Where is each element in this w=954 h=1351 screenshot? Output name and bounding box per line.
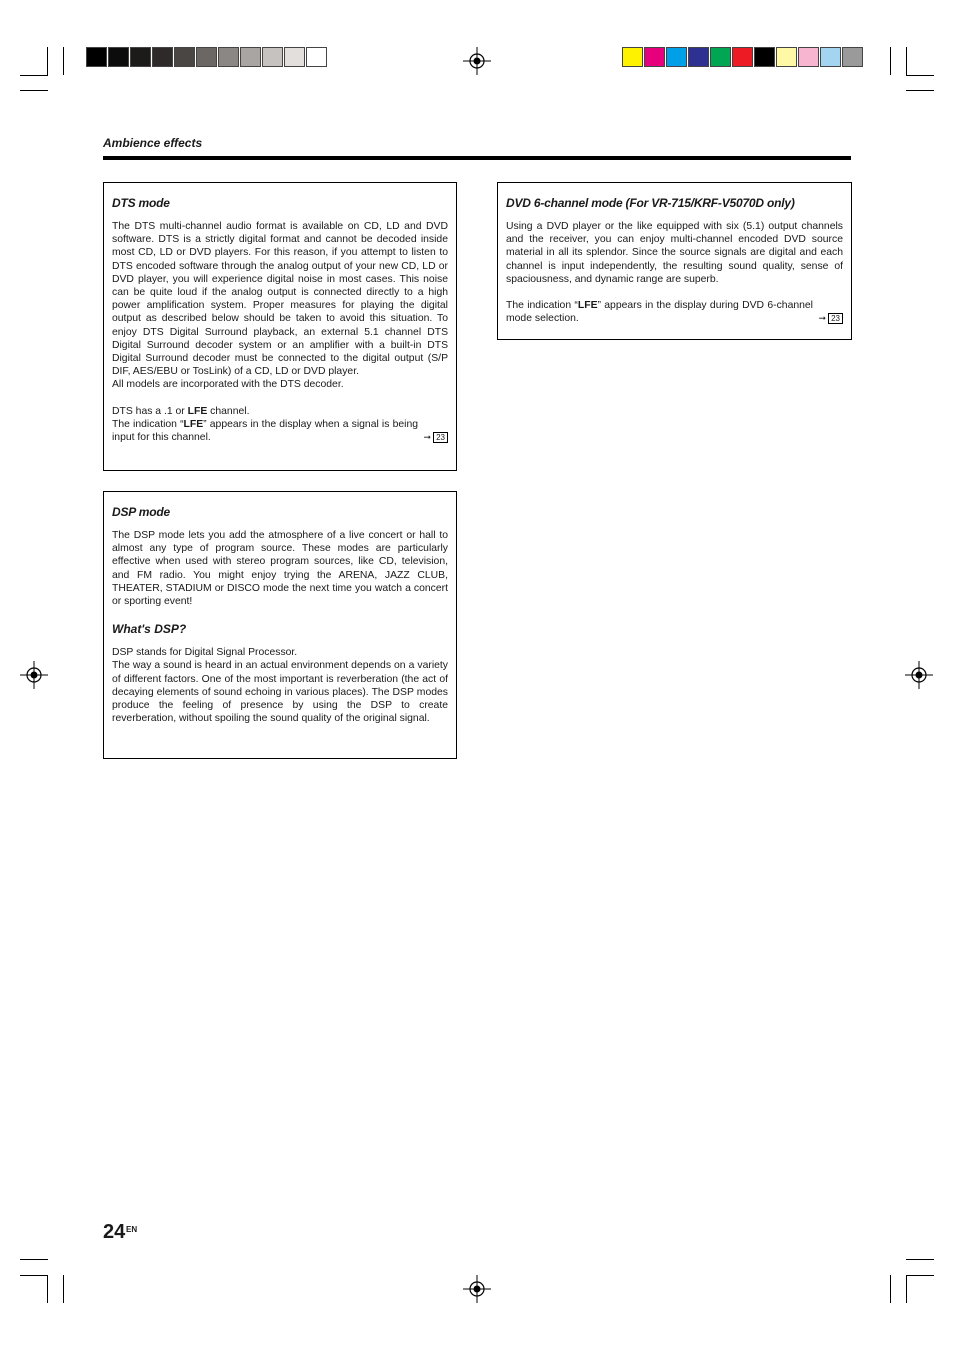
crop-mark (63, 47, 64, 75)
arrow-right-icon: ➞ (818, 313, 827, 324)
dts-lfe-bold: LFE (187, 405, 208, 417)
crop-mark (906, 75, 934, 76)
whats-dsp-definition: DSP stands for Digital Signal Processor. (112, 647, 298, 659)
dvd-indication-bold: LFE (577, 300, 598, 312)
color-swatch (174, 47, 195, 67)
color-swatch (798, 47, 819, 67)
grayscale-color-bar (86, 47, 328, 67)
dsp-mode-title: DSP mode (112, 505, 170, 519)
dvd-6ch-mode-title: DVD 6-channel mode (For VR-715/KRF-V5070D only) (506, 196, 795, 210)
color-swatch (218, 47, 239, 67)
dts-decoder-note: All models are incorporated with the DTS decoder. (112, 379, 344, 391)
crop-mark (20, 75, 48, 76)
crop-mark (47, 47, 48, 75)
section-title: Ambience effects (103, 136, 203, 150)
crop-mark (20, 1259, 48, 1260)
dvd-indication-text: The indication “ (506, 300, 578, 312)
crop-mark (890, 1275, 891, 1303)
crop-mark (20, 1275, 48, 1276)
dts-mode-title: DTS mode (112, 196, 170, 210)
color-swatch (196, 47, 217, 67)
color-swatch (754, 47, 775, 67)
color-swatch (86, 47, 107, 67)
whats-dsp-paragraph: The way a sound is heard in an actual environment depends on a variety of different factors. One of the most important is reverberation (the act of decaying elements of sound echoing in various places). The DSP modes produce the feeling of presence by using the DSP to create reverberation, without spoiling the sound quality of the original signal. (112, 660, 448, 725)
crop-mark (20, 90, 48, 91)
color-swatch (108, 47, 129, 67)
registration-mark-icon (905, 661, 933, 689)
registration-mark-icon (20, 661, 48, 689)
crop-mark (63, 1275, 64, 1303)
dsp-mode-box (103, 491, 457, 759)
dts-paragraph: The DTS multi-channel audio format is available on CD, LD and DVD software. DTS is a strictly digital format and cannot be decoded inside most CD, LD or DVD players. For this reason, if you attempt to listen to DTS encoded software through the analog output of your new CD, LD or DVD player, you will experience digital noise in most cases. This noise can be quite loud if the analog output is connected directly to a high power amplification system. Proper measures for playing the digital output as described below should be taken to avoid this situation. To enjoy DTS Digital Surround playback, an external 5.1 channel DTS Digital Surround decoder system or an amplifier with a built-in DTS Digital Surround decoder must be connected to the digital output (S/P DIF, AES/EBU or TosLink) of a CD, LD or DVD player. (112, 221, 448, 378)
arrow-right-icon: ➞ (423, 432, 432, 443)
page-language: EN (126, 1225, 138, 1234)
color-swatch (820, 47, 841, 67)
color-swatch (710, 47, 731, 67)
dts-mode-box (103, 182, 457, 471)
color-swatch (688, 47, 709, 67)
color-swatch (240, 47, 261, 67)
color-swatch (284, 47, 305, 67)
color-swatch (262, 47, 283, 67)
color-swatch (776, 47, 797, 67)
crop-mark (906, 90, 934, 91)
dts-indication-bold: LFE (183, 418, 204, 430)
dsp-paragraph: The DSP mode lets you add the atmosphere of a live concert or hall to almost any type of program source. These modes are particularly effective when used with stereo program sources, like CD, television, and FM radio. You might enjoy trying the ARENA, JAZZ CLUB, THEATER, STADIUM or DISCO mode the next time you watch a concert or sporting event! (112, 530, 448, 608)
page-number: 24 (103, 1221, 126, 1243)
process-color-bar (622, 47, 864, 67)
crop-mark (906, 1275, 907, 1303)
dvd-6ch-paragraph: Using a DVD player or the like equipped with six (5.1) output channels and the receiver, you can enjoy multi-channel encoded DVD source material in all its splendor. Since the source signals are digital and each channel is input independently, the resulting sound quality, sense of spaciousness, and dynamic range are superb. (506, 221, 843, 285)
color-swatch (152, 47, 173, 67)
whats-dsp-title: What's DSP? (112, 622, 187, 637)
color-swatch (130, 47, 151, 67)
color-swatch (644, 47, 665, 67)
color-swatch (622, 47, 643, 67)
dvd-6ch-mode-box (497, 182, 852, 340)
dvd-indication-text: ” appears in the display during DVD 6-channel mode selection. (506, 300, 813, 325)
color-swatch (842, 47, 863, 67)
dts-indication-text: The indication “ (112, 418, 184, 430)
dts-lfe-text: DTS has a .1 or (112, 405, 188, 417)
page-reference-number: 23 (433, 432, 448, 443)
dts-lfe-note (112, 405, 448, 418)
dts-lfe-text: channel. (207, 405, 250, 417)
page-reference-number: 23 (828, 313, 843, 324)
crop-mark (47, 1275, 48, 1303)
crop-mark (906, 1275, 934, 1276)
color-swatch (666, 47, 687, 67)
color-swatch (732, 47, 753, 67)
dts-indication-text: ” appears in the display when a signal is being input for this channel. (112, 418, 418, 444)
crop-mark (890, 47, 891, 75)
color-swatch (306, 47, 327, 67)
crop-mark (906, 1259, 934, 1260)
crop-mark (906, 47, 907, 75)
registration-mark-icon (463, 1275, 491, 1303)
header-rule (103, 156, 851, 160)
registration-mark-icon (463, 47, 491, 75)
